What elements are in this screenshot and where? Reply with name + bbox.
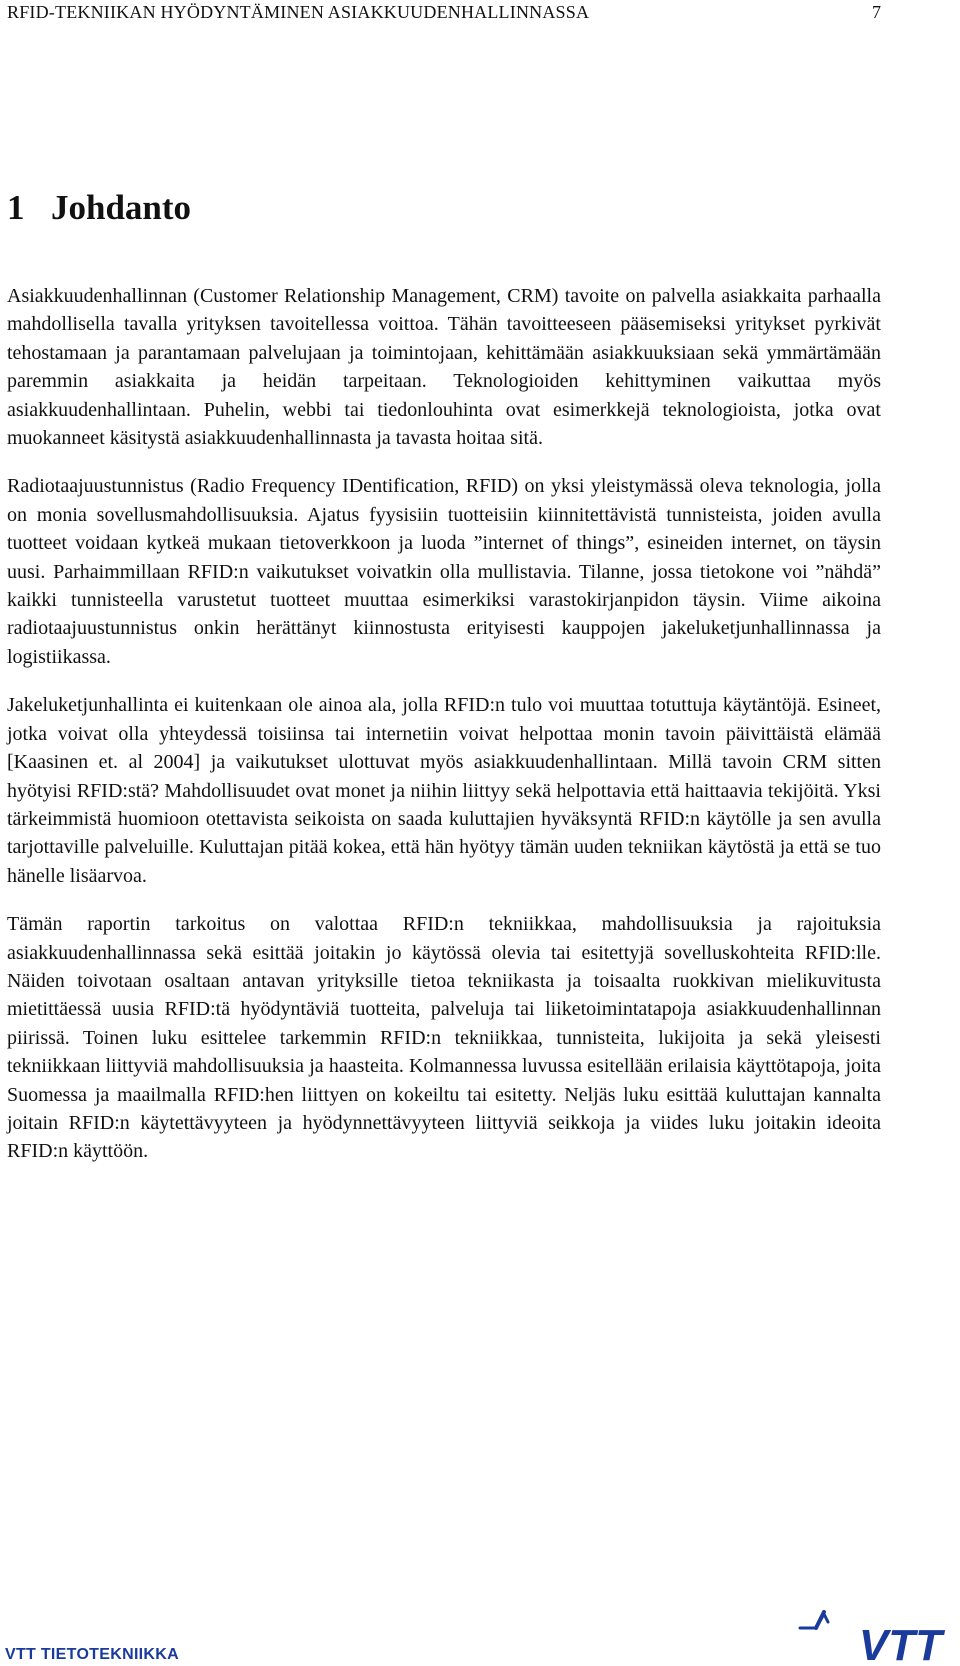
chapter-number: 1 <box>7 188 25 227</box>
chapter-title: Johdanto <box>51 188 192 227</box>
running-header-title: RFID-TEKNIIKAN HYÖDYNTÄMINEN ASIAKKUUDENHALLINNASSA <box>7 2 590 22</box>
paragraph: Tämän raportin tarkoitus on valottaa RFID:n tekniikkaa, mahdollisuuksia ja rajoituksia asiakkuudenhallinnassa sekä esittää joitakin jo käytössä olevia tai esitettyjä sovelluskohteita RFID:lle. Näiden toivotaan osaltaan antavan yrityksille tietoa tekniikasta ja toisaalta ruokkivan mielikuvitusta mietittäessä uusia RFID:tä hyödyntäviä tuotteita, palveluja tai liiketoimintatapoja asiakkuudenhallinnan piirissä. Toinen luku esittelee tarkemmin RFID:n tekniikkaa, tunnisteita, lukijoita ja sekä yleisesti tekniikkaan liittyviä mahdollisuuksia ja haasteita. Kolmannessa luvussa esitellään erilaisia käyttötapoja, joita Suomessa ja maailmalla RFID:hen liittyen on kokeiltu tai esitetty. Neljäs luku esittää kuluttajan kannalta joitain RFID:n käytettävyyteen ja hyödynnettävyyteen liittyviä seikkoja ja viides luku joitakin ideoita RFID:n käyttöön. <box>7 913 881 1163</box>
vtt-logo-text: VTT <box>858 1621 942 1664</box>
paragraph: Radiotaajuustunnistus (Radio Frequency IDentification, RFID) on yksi yleistymässä oleva teknologia, jolla on monia sovellusmahdollisuuksia. Ajatus fyysisiin tuotteisiin kiinnitettävistä tunnisteista, joiden avulla tuotteet voidaan kytkeä mukaan tietoverkkoon ja luoda ”internet of things”, esineiden internet, on täysin uusi. Parhaimmillaan RFID:n vaikutukset voivatkin olla mullistavia. Tilanne, jossa tietokone voi ”nähdä” kaikki tunnisteella varustetut tuotteet muuttaa esimerkiksi varastokirjanpidon täysin. Viime aikoina radiotaajuustunnistus onkin herättänyt kiinnostusta erityisesti kauppojen jakeluketjunhallinnassa ja logistiikassa. <box>7 475 881 668</box>
chapter-heading <box>7 188 191 228</box>
running-header <box>7 2 881 26</box>
paragraph: Asiakkuudenhallinnan (Customer Relationship Management, CRM) tavoite on palvella asiakkaita parhaalla mahdollisella tavalla yrityksen tavoitellessa voittoa. Tähän tavoitteeseen pääsemiseksi yritykset pyrkivät tehostamaan ja parantamaan palvelujaan ja toimintojaan, kehittämään asiakkuuksiaan sekä ymmärtämään paremmin asiakkaita ja heidän tarpeitaan. Teknologioiden kehittyminen vaikuttaa myös asiakkuudenhallintaan. Puhelin, webbi tai tiedonlouhinta ovat esimerkkejä teknologioista, jotka ovat muokanneet käsitystä asiakkuudenhallinnasta ja tavasta hoitaa sitä. <box>7 285 881 450</box>
page-number: 7 <box>872 2 881 22</box>
footer-brand: VTT TIETOTEKNIIKKA <box>5 1646 179 1663</box>
paragraph: Jakeluketjunhallinta ei kuitenkaan ole ainoa ala, jolla RFID:n tulo voi muuttaa totuttuja käytäntöjä. Esineet, jotka voivat olla yhteydessä toisiinsa tai internetiin voivat helpottaa monin tavoin päivittäistä elämää [Kaasinen et. al 2004] ja vaikutukset ulottuvat myös asiakkuudenhallintaan. Millä tavoin CRM sitten hyötyisi RFID:stä? Mahdollisuudet ovat monet ja niihin liittyy sekä helpottavia että haittaavia tekijöitä. Yksi tärkeimmistä huomioon otettavista seikoista on saada kuluttajien hyväksyntä RFID:n käytölle ja sen avulla tarjottaville palveluille. Kuluttajan pitää kokea, että hän hyötyy tämän uuden tekniikan käytöstä ja että se tuo hänelle lisäarvoa. <box>7 694 881 887</box>
vtt-logo <box>794 1598 948 1664</box>
body-text <box>7 282 881 1186</box>
